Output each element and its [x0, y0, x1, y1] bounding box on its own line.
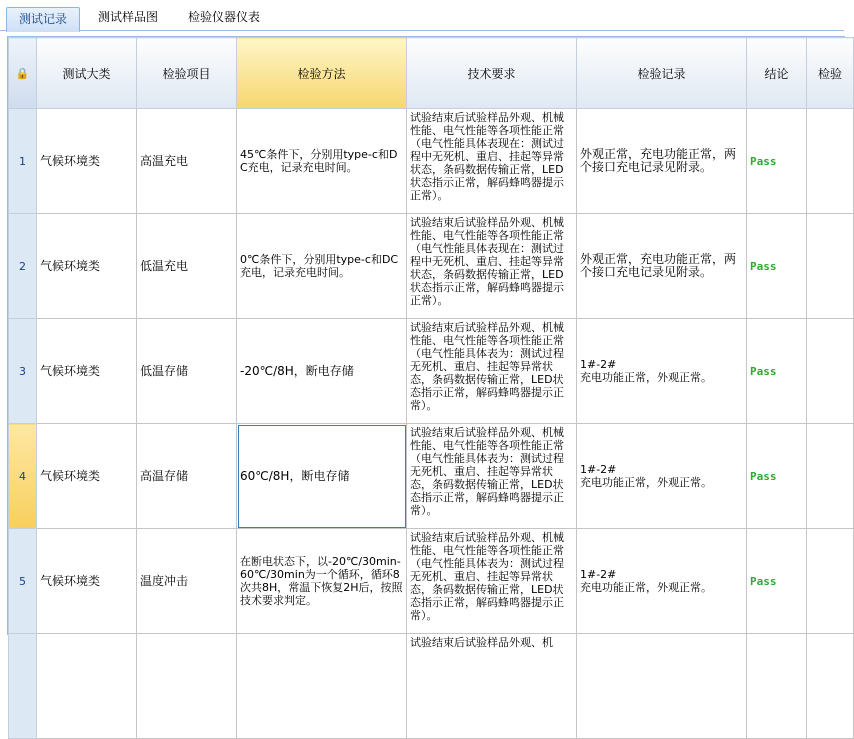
cell-category[interactable]: 气候环境类: [37, 424, 137, 529]
cell-record[interactable]: 外观正常，充电功能正常，两个接口充电记录见附录。: [577, 109, 747, 214]
table-row[interactable]: [9, 109, 854, 214]
records-grid: [7, 36, 845, 649]
column-header-record[interactable]: 检验记录: [577, 38, 747, 109]
cell-item[interactable]: 温度冲击: [137, 529, 237, 634]
cell-conclusion[interactable]: [747, 109, 807, 214]
cell-requirement[interactable]: 试验结束后试验样品外观、机械性能、电气性能等各项性能正常（电气性能具体表为：测试过程无死机、重启、挂起等异常状态，条码数据传输正常，LED状态指示正常，解码蜂鸣器提示正常）。: [407, 424, 577, 529]
cell-requirement[interactable]: 试验结束后试验样品外观、机: [407, 634, 577, 739]
cell-item[interactable]: 低温存储: [137, 319, 237, 424]
cell-record[interactable]: 1#-2# 充电功能正常，外观正常。: [577, 319, 747, 424]
cell-extra[interactable]: [807, 109, 854, 214]
cell-item[interactable]: 高温充电: [137, 109, 237, 214]
tab-sample-images[interactable]: 测试样品图: [97, 10, 158, 24]
cell-record[interactable]: [577, 634, 747, 739]
cell-record[interactable]: 1#-2# 充电功能正常，外观正常。: [577, 424, 747, 529]
table-row[interactable]: [9, 634, 854, 739]
cell-item[interactable]: [137, 634, 237, 739]
cell-category[interactable]: 气候环境类: [37, 109, 137, 214]
row-number[interactable]: [9, 634, 37, 739]
records-table: [8, 37, 854, 739]
column-header-conclusion[interactable]: 结论: [747, 38, 807, 109]
table-row[interactable]: [9, 319, 854, 424]
cell-method[interactable]: [237, 634, 407, 739]
cell-requirement[interactable]: 试验结束后试验样品外观、机械性能、电气性能等各项性能正常（电气性能具体表现在：测试过程中无死机、重启、挂起等异常状态，条码数据传输正常，LED状态指示正常，解码蜂鸣器提示正常）。: [407, 109, 577, 214]
row-number[interactable]: 2: [9, 214, 37, 319]
cell-category[interactable]: [37, 634, 137, 739]
cell-method[interactable]: 45℃条件下，分别用type-c和DC充电，记录充电时间。: [237, 109, 407, 214]
cell-method-active[interactable]: 60℃/8H，断电存储: [237, 424, 407, 529]
cell-category[interactable]: 气候环境类: [37, 529, 137, 634]
cell-extra[interactable]: [807, 319, 854, 424]
pass-label: Pass: [750, 574, 777, 588]
row-number[interactable]: 3: [9, 319, 37, 424]
tab-bar: [0, 0, 844, 31]
row-number[interactable]: 5: [9, 529, 37, 634]
pass-label: Pass: [750, 154, 777, 168]
pass-label: Pass: [750, 469, 777, 483]
cell-extra[interactable]: [807, 424, 854, 529]
cell-record[interactable]: 1#-2# 充电功能正常，外观正常。: [577, 529, 747, 634]
column-header-item[interactable]: 检验项目: [137, 38, 237, 109]
column-header-method[interactable]: 检验方法: [237, 38, 407, 109]
cell-conclusion[interactable]: [747, 424, 807, 529]
row-number[interactable]: 1: [9, 109, 37, 214]
cell-conclusion[interactable]: [747, 634, 807, 739]
cell-conclusion[interactable]: [747, 214, 807, 319]
tab-test-records[interactable]: 测试记录: [6, 7, 80, 32]
cell-item[interactable]: 高温存储: [137, 424, 237, 529]
column-header-extra[interactable]: 检验: [807, 38, 854, 109]
column-header-category[interactable]: 测试大类: [37, 38, 137, 109]
cell-category[interactable]: 气候环境类: [37, 319, 137, 424]
lock-icon[interactable]: 🔒: [9, 38, 37, 109]
cell-method[interactable]: 0℃条件下，分别用type-c和DC充电，记录充电时间。: [237, 214, 407, 319]
cell-item[interactable]: 低温充电: [137, 214, 237, 319]
cell-requirement[interactable]: 试验结束后试验样品外观、机械性能、电气性能等各项性能正常（电气性能具体表为：测试过程无死机、重启、挂起等异常状态，条码数据传输正常，LED状态指示正常，解码蜂鸣器提示正常）。: [407, 319, 577, 424]
table-row-selected[interactable]: [9, 424, 854, 529]
cell-record[interactable]: 外观正常，充电功能正常，两个接口充电记录见附录。: [577, 214, 747, 319]
cell-conclusion[interactable]: [747, 529, 807, 634]
table-row[interactable]: [9, 529, 854, 634]
cell-category[interactable]: 气候环境类: [37, 214, 137, 319]
cell-requirement[interactable]: 试验结束后试验样品外观、机械性能、电气性能等各项性能正常（电气性能具体表现在：测试过程中无死机、重启、挂起等异常状态，条码数据传输正常，LED状态指示正常，解码蜂鸣器提示正常）。: [407, 214, 577, 319]
header-row: [9, 38, 854, 109]
pass-label: Pass: [750, 364, 777, 378]
cell-extra[interactable]: [807, 634, 854, 739]
cell-method[interactable]: 在断电状态下，以-20℃/30min-60℃/30min为一个循环，循环8次共8H，常温下恢复2H后，按照技术要求判定。: [237, 529, 407, 634]
table-row[interactable]: [9, 214, 854, 319]
cell-method[interactable]: -20℃/8H，断电存储: [237, 319, 407, 424]
cell-extra[interactable]: [807, 214, 854, 319]
pass-label: Pass: [750, 259, 777, 273]
cell-extra[interactable]: [807, 529, 854, 634]
cell-conclusion[interactable]: [747, 319, 807, 424]
tab-instruments[interactable]: 检验仪器仪表: [187, 10, 260, 24]
row-number[interactable]: 4: [9, 424, 37, 529]
column-header-requirement[interactable]: 技术要求: [407, 38, 577, 109]
cell-requirement[interactable]: 试验结束后试验样品外观、机械性能、电气性能等各项性能正常（电气性能具体表为：测试过程无死机、重启、挂起等异常状态，条码数据传输正常，LED状态指示正常，解码蜂鸣器提示正常）。: [407, 529, 577, 634]
